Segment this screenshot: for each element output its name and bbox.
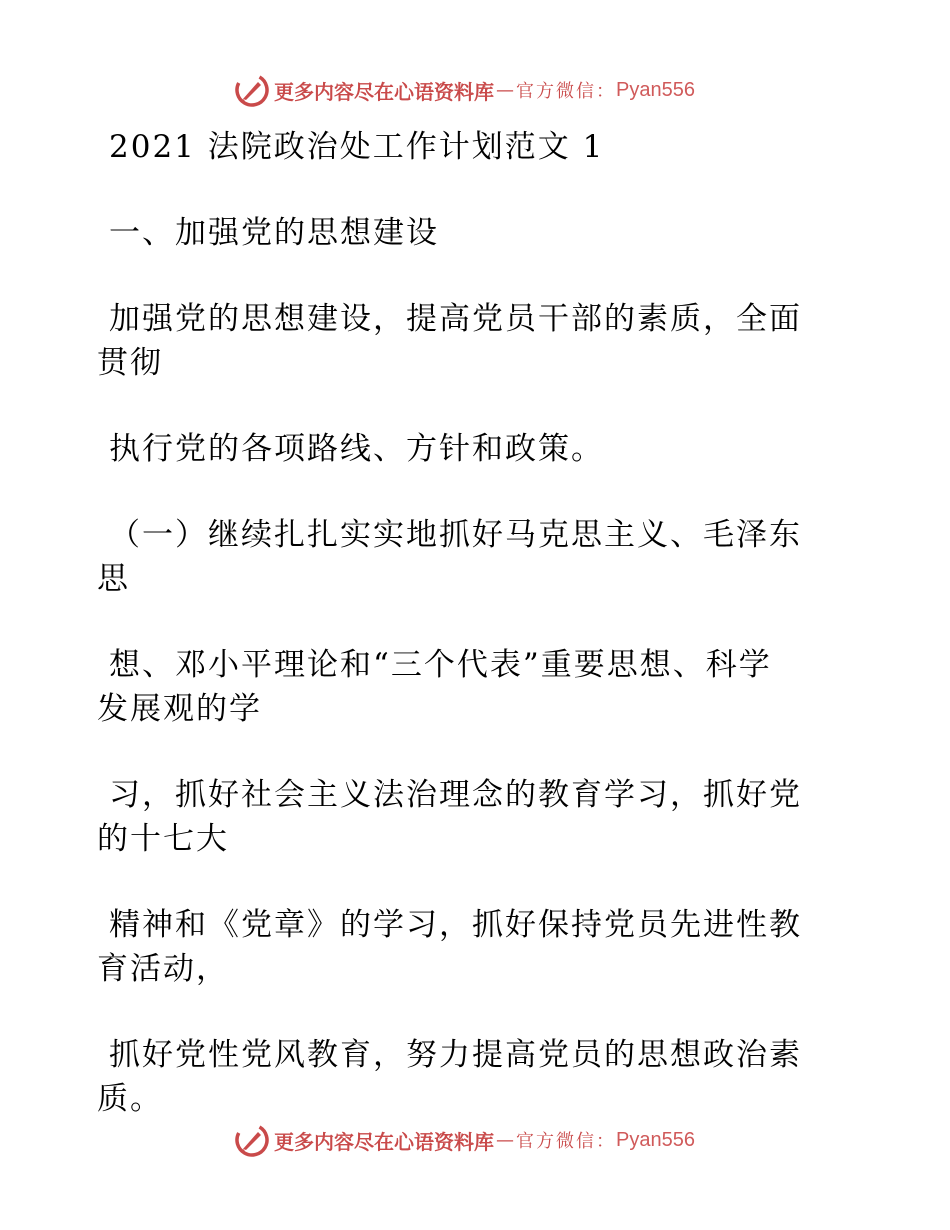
banner-wechat-label: 官方微信： [516, 1131, 616, 1152]
header-banner [234, 70, 695, 110]
banner-wechat-id: Pyan556 [616, 1128, 695, 1151]
paragraph-line: 育活动， [97, 951, 229, 987]
banner-dash: — [496, 1129, 514, 1151]
banner-wechat-label: 官方微信： [516, 81, 616, 102]
paragraph-line: 发展观的学 [97, 691, 262, 727]
paragraph-line: 抓好党性党风教育，努力提高党员的思想政治素 [109, 1037, 802, 1073]
paragraph-line: （一）继续扎扎实实地抓好马克思主义、毛泽东 [109, 517, 802, 553]
document-title-block [97, 125, 837, 169]
paragraph [97, 903, 837, 991]
banner-dash: — [496, 79, 514, 101]
paragraph [97, 643, 837, 731]
paragraph-line: 质。 [97, 1081, 163, 1117]
paragraph-line: 一、加强党的思想建设 [109, 215, 439, 251]
banner-text: 更多内容尽在心语资料库 [274, 79, 494, 104]
banner-text: 更多内容尽在心语资料库 [274, 1129, 494, 1154]
paragraph-line: 执行党的各项路线、方针和政策。 [109, 431, 604, 467]
banner-wechat-id: Pyan556 [616, 78, 695, 101]
paragraph [97, 773, 837, 861]
paragraph-line: 贯彻 [97, 345, 163, 381]
paragraph [97, 513, 837, 601]
quill-pen-logo-icon [234, 1122, 270, 1158]
paragraph-line: 想、邓小平理论和“三个代表”重要思想、科学 [109, 647, 772, 683]
footer-banner [234, 1120, 695, 1160]
paragraph-line: 加强党的思想建设，提高党员干部的素质，全面 [109, 301, 802, 337]
paragraph-line: 习，抓好社会主义法治理念的教育学习，抓好党 [109, 777, 802, 813]
paragraph-list [97, 211, 837, 1121]
paragraph-line: 精神和《党章》的学习，抓好保持党员先进性教 [109, 907, 802, 943]
paragraph [97, 211, 837, 255]
document-title: 2021 法院政治处工作计划范文 1 [109, 129, 605, 165]
document-body [97, 125, 837, 1163]
paragraph [97, 297, 837, 385]
paragraph [97, 427, 837, 471]
paragraph-line: 思 [97, 561, 130, 597]
paragraph-line: 的十七大 [97, 821, 229, 857]
quill-pen-logo-icon [234, 72, 270, 108]
paragraph [97, 1033, 837, 1121]
